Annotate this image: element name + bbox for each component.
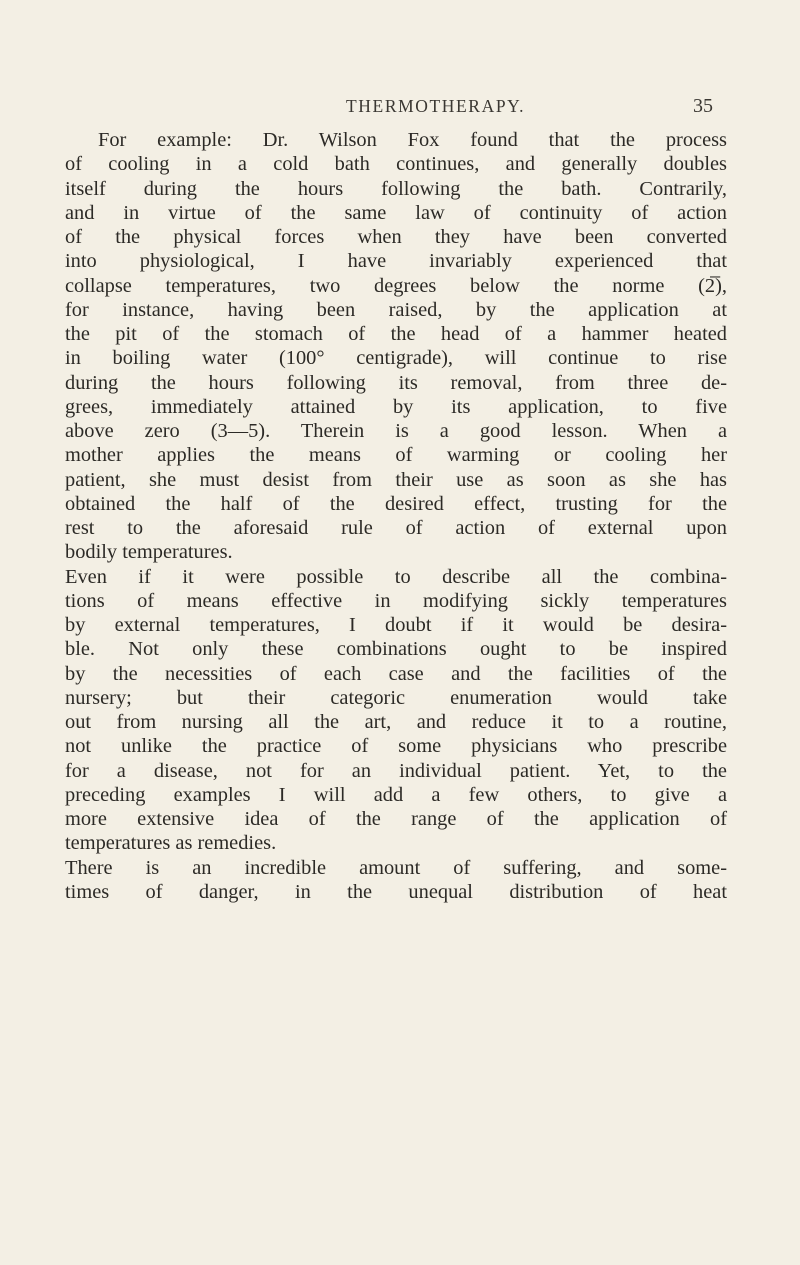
text-line: out from nursing all the art, and reduce it to a routine, [65,711,727,733]
body-text [65,128,727,904]
text-line: for a disease, not for an individual patient. Yet, to the [65,759,727,782]
text-line: of the physical forces when they have been converted [65,226,727,248]
text-line: Even if it were possible to describe all the combina- [65,565,727,588]
text-line: nursery; but their categoric enumeration would take [65,686,727,709]
text-line: itself during the hours following the bath. Contrarily, [65,177,727,200]
text-line: above zero (3—5). Therein is a good lesson. When a [65,420,727,442]
text-line: in boiling water (100° centigrade), will continue to rise [65,347,727,370]
text-line: by the necessities of each case and the facilities of the [65,662,727,685]
text-line: of cooling in a cold bath continues, and generally doubles [65,153,727,176]
text-line: bodily temperatures. [65,541,233,564]
text-line: obtained the half of the desired effect, trusting for the [65,492,727,515]
text-line: and in virtue of the same law of continuity of action [65,201,727,224]
text-line: grees, immediately attained by its application, to five [65,395,727,418]
text-line: during the hours following its removal, from three de- [65,371,727,394]
text-line: patient, she must desist from their use as soon as she has [65,468,727,491]
text-line: rest to the aforesaid rule of action of external upon [65,517,727,539]
text-line: times of danger, in the unequal distribution of heat [65,880,727,903]
text-line: ble. Not only these combinations ought to be inspired [65,638,727,661]
text-line: For example: Dr. Wilson Fox found that the process [98,129,727,151]
text-line: by external temperatures, I doubt if it would be desira- [65,614,727,636]
text-line: mother applies the means of warming or cooling her [65,444,727,467]
text-line: There is an incredible amount of suffering, and some- [65,856,727,879]
page-number: 35 [693,95,713,117]
text-line: for instance, having been raised, by the application at [65,298,727,321]
running-title: THERMOTHERAPY. [346,96,526,116]
text-line: temperatures as remedies. [65,832,277,855]
text-line: not unlike the practice of some physicians who prescribe [65,735,727,758]
text-line: more extensive idea of the range of the application of [65,808,727,830]
text-line: tions of means effective in modifying sickly temperatures [65,589,727,612]
text-line: the pit of the stomach of the head of a hammer heated [65,323,727,345]
text-line: into physiological, I have invariably experienced that [65,250,727,273]
text-line: collapse temperatures, two degrees below the norme (2̅), [65,274,727,297]
running-head [0,96,800,120]
text-line: preceding examples I will add a few others, to give a [65,783,727,806]
